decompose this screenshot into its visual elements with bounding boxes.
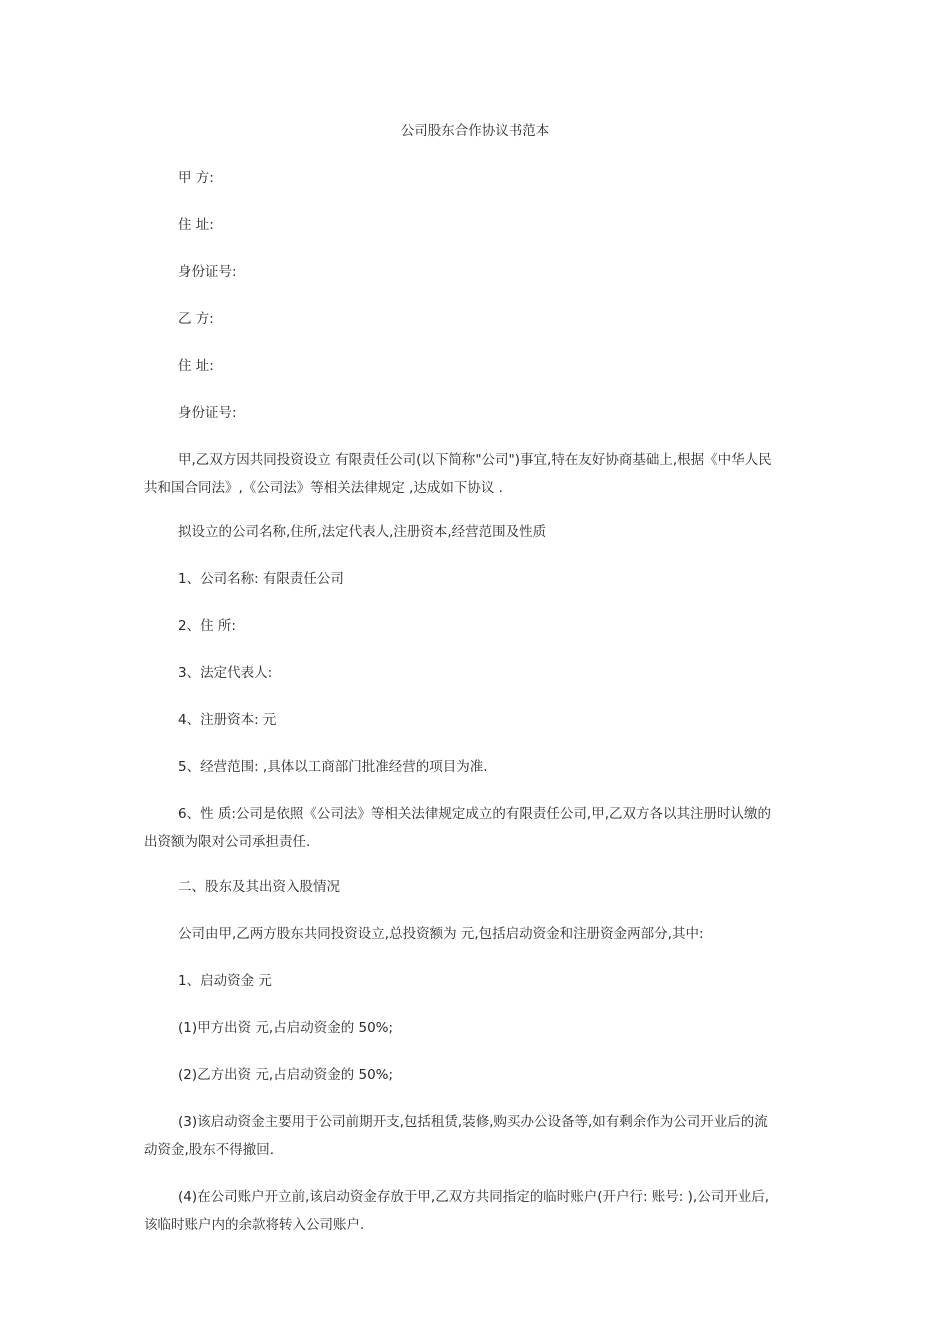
temporary-account-line-1: (4)在公司账户开立前,该启动资金存放于甲,乙双方共同指定的临时账户(开户行: 账号: ),公司开业后, <box>178 1189 769 1205</box>
startup-fund-party-b: (2)乙方出资 元,占启动资金的 50%; <box>178 1067 394 1083</box>
section2-intro: 公司由甲,乙两方股东共同投资设立,总投资额为 元,包括启动资金和注册资金两部分,其中: <box>178 926 704 942</box>
intro-line-2: 共和国合同法》,《公司法》等相关法律规定 ,达成如下协议 . <box>144 480 503 496</box>
party-a-address: 住 址: <box>178 217 214 233</box>
item-business-scope: 5、经营范围: ,具体以工商部门批准经营的项目为准. <box>178 759 488 775</box>
temporary-account-line-2: 该临时账户内的余款将转入公司账户. <box>144 1217 365 1233</box>
item-nature-paragraph <box>144 800 814 856</box>
item-company-name: 1、公司名称: 有限责任公司 <box>178 571 344 587</box>
intro-paragraph <box>144 446 814 502</box>
party-b-label: 乙 方: <box>178 311 214 327</box>
party-b-id-number: 身份证号: <box>178 405 237 421</box>
document-title: 公司股东合作协议书范本 <box>400 123 550 139</box>
party-a-id-number: 身份证号: <box>178 264 237 280</box>
item-residence: 2、住 所: <box>178 618 236 634</box>
startup-fund-usage-line-1: (3)该启动资金主要用于公司前期开支,包括租赁,装修,购买办公设备等,如有剩余作为公司开业后的流 <box>178 1114 768 1130</box>
item-nature-line-1: 6、性 质:公司是依照《公司法》等相关法律规定成立的有限责任公司,甲,乙双方各以其注册时认缴的 <box>178 806 772 822</box>
party-b-address: 住 址: <box>178 358 214 374</box>
startup-fund-usage-paragraph <box>144 1108 814 1164</box>
startup-fund-party-a: (1)甲方出资 元,占启动资金的 50%; <box>178 1020 394 1036</box>
item-legal-representative: 3、法定代表人: <box>178 665 273 681</box>
item-nature-line-2: 出资额为限对公司承担责任. <box>144 834 311 850</box>
item-registered-capital: 4、注册资本: 元 <box>178 712 277 728</box>
party-a-label: 甲 方: <box>178 170 214 186</box>
temporary-account-paragraph <box>144 1183 814 1239</box>
intro-line-1: 甲,乙双方因共同投资设立 有限责任公司(以下简称"公司")事宜,特在友好协商基础上,根据《中华人民 <box>178 452 772 468</box>
startup-fund-usage-line-2: 动资金,股东不得撤回. <box>144 1142 275 1158</box>
section2-heading: 二、股东及其出资入股情况 <box>178 879 340 895</box>
startup-fund-item: 1、启动资金 元 <box>178 973 272 989</box>
section1-heading: 拟设立的公司名称,住所,法定代表人,注册资本,经营范围及性质 <box>178 524 547 540</box>
